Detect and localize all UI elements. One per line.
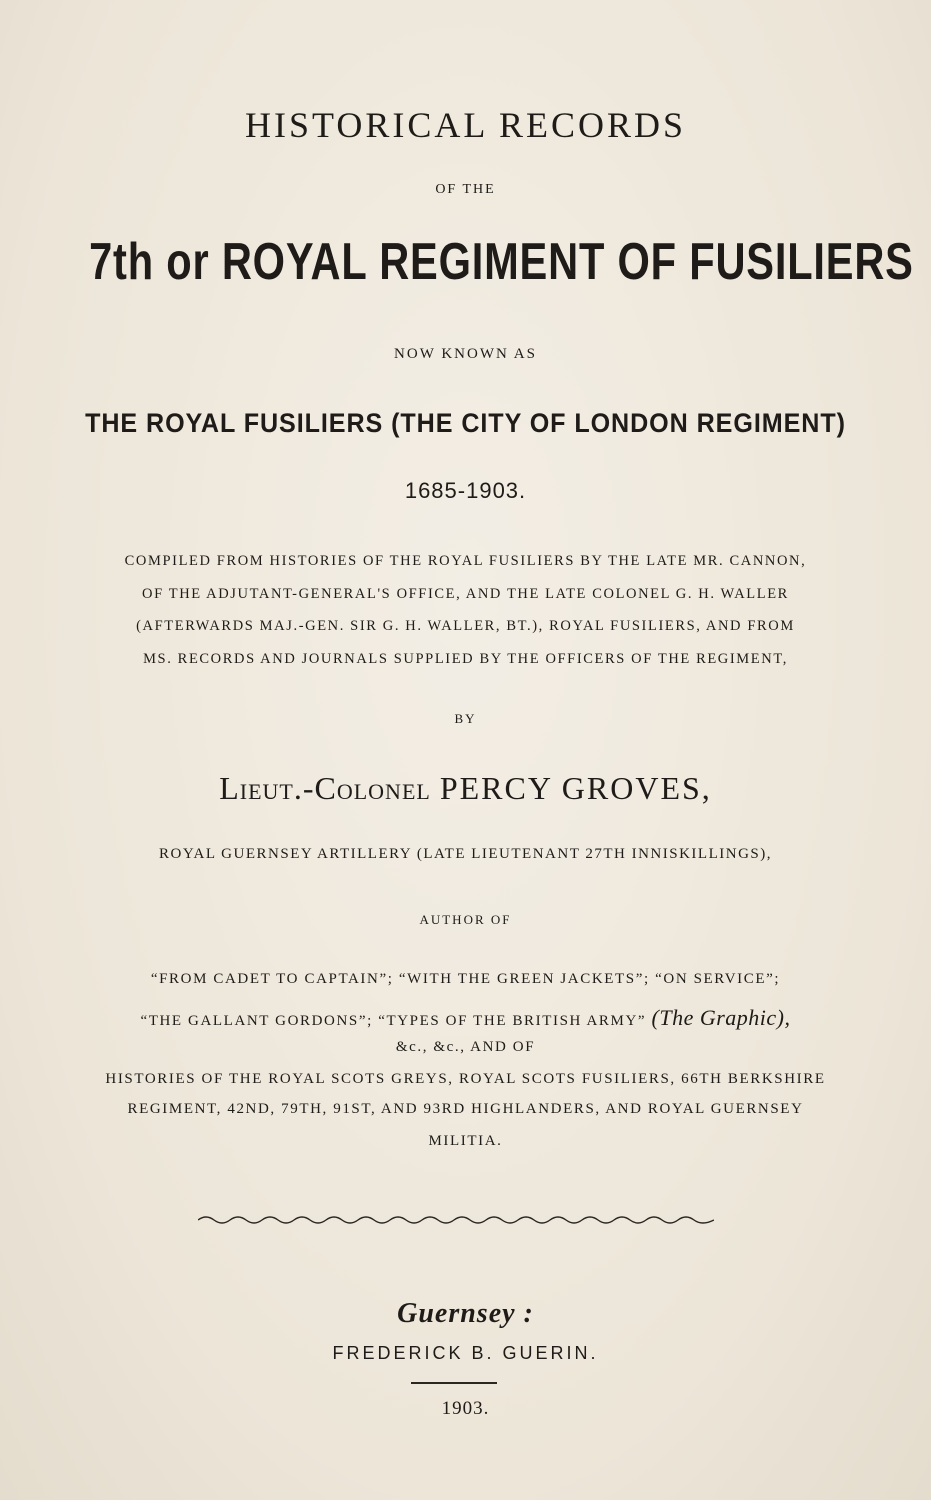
author-line	[0, 770, 931, 807]
author-of-text: AUTHOR OF	[419, 912, 512, 927]
page-title: HISTORICAL RECORDS	[244, 105, 687, 145]
works-line-5: REGIMENT, 42ND, 79TH, 91ST, AND 93RD HIGHLANDERS, AND ROYAL GUERNSEY	[127, 1101, 804, 1117]
author-rank: Lieut.-Colonel	[219, 770, 431, 806]
works-line-2-titles: “THE GALLANT GORDONS”; “TYPES OF THE BRITISH ARMY”	[140, 1013, 647, 1029]
works-line-2-publication: (The Graphic),	[651, 1005, 791, 1030]
compiled-line-3: (AFTERWARDS MAJ.-GEN. SIR G. H. WALLER, BT.), ROYAL FUSILIERS, AND FROM	[136, 618, 795, 634]
by-text: BY	[454, 711, 477, 726]
main-title: 7th or ROYAL REGIMENT OF FUSILIERS	[89, 233, 914, 291]
imprint-rule	[411, 1382, 497, 1384]
regiment-name: THE ROYAL FUSILIERS (THE CITY OF LONDON REGIMENT)	[85, 408, 846, 438]
compiled-line-4: MS. RECORDS AND JOURNALS SUPPLIED BY THE OFFICERS OF THE REGIMENT,	[143, 651, 788, 667]
works-line-1: “FROM CADET TO CAPTAIN”; “WITH THE GREEN JACKETS”; “ON SERVICE”;	[150, 971, 781, 987]
works-line-3: &c., &c., AND OF	[395, 1039, 536, 1055]
works-line-2	[0, 1005, 931, 1031]
works-line-4: HISTORIES OF THE ROYAL SCOTS GREYS, ROYAL SCOTS FUSILIERS, 66TH BERKSHIRE	[105, 1071, 826, 1087]
now-known-as-text: NOW KNOWN AS	[394, 346, 537, 362]
author-name: PERCY GROVES,	[439, 770, 712, 806]
compiled-line-1: COMPILED FROM HISTORIES OF THE ROYAL FUSILIERS BY THE LATE MR. CANNON,	[124, 553, 807, 569]
date-range: 1685-1903.	[404, 478, 527, 503]
imprint-place: Guernsey :	[397, 1298, 534, 1329]
compiled-line-2: OF THE ADJUTANT-GENERAL'S OFFICE, AND THE LATE COLONEL G. H. WALLER	[142, 586, 789, 602]
imprint-year: 1903.	[441, 1398, 490, 1419]
wavy-divider-ornament	[198, 1212, 714, 1228]
imprint-publisher: FREDERICK B. GUERIN.	[332, 1343, 599, 1363]
works-line-6: MILITIA.	[428, 1133, 503, 1149]
author-affiliation: ROYAL GUERNSEY ARTILLERY (LATE LIEUTENANT 27TH INNISKILLINGS),	[158, 846, 772, 862]
of-the-text: OF THE	[435, 182, 496, 197]
